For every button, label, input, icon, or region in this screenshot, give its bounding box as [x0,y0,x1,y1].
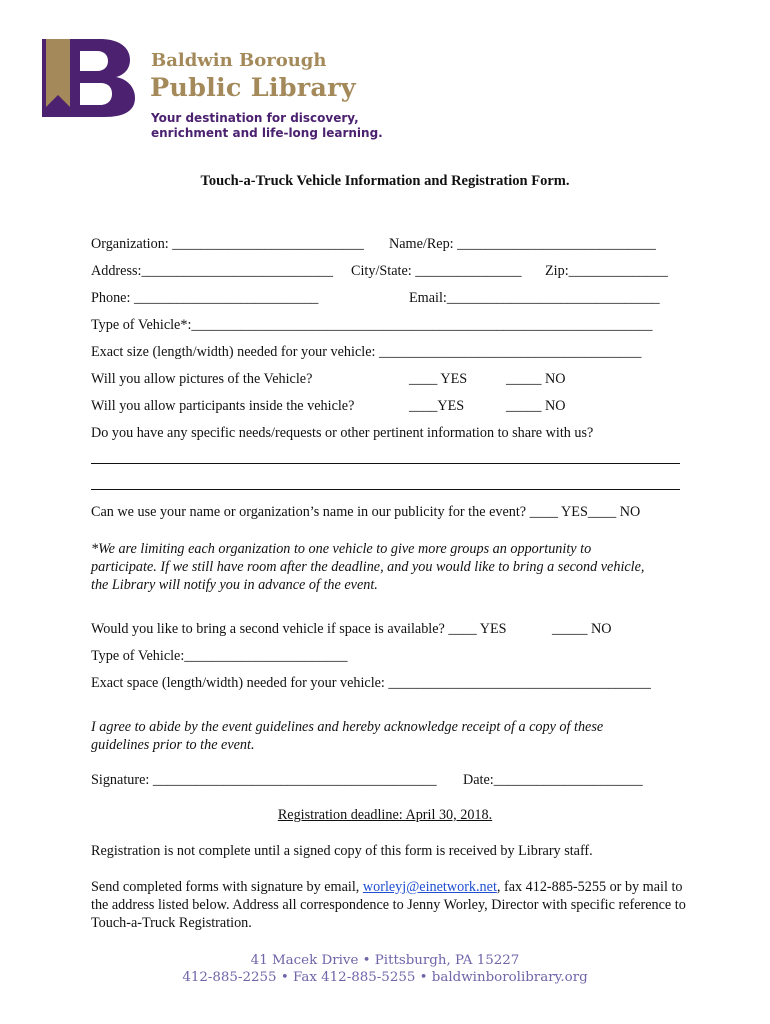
form-title: Touch-a-Truck Vehicle Information and Registration Form. [200,173,570,189]
send-instructions-pre: Send completed forms with signature by email, [91,879,363,895]
needs-answer-line-2[interactable] [91,489,680,490]
pictures-yes-option[interactable]: ____ YES [409,371,468,387]
address-field[interactable]: Address:___________________________ [91,263,333,279]
city-state-field[interactable]: City/State: _______________ [351,263,522,279]
signature-field[interactable]: Signature: ________________________________________ [91,772,437,788]
zip-field[interactable]: Zip:______________ [545,263,668,279]
pictures-no-option[interactable]: _____ NO [506,371,566,387]
library-b-logo-icon [40,37,136,119]
participants-no-option[interactable]: _____ NO [506,398,566,414]
footer-address: 41 Macek Drive • Pittsburgh, PA 15227 [250,953,520,968]
library-tagline-line1: Your destination for discovery, [151,111,359,125]
vehicle-type-field[interactable]: Type of Vehicle*:_________________________________________________________________ [91,317,653,333]
agreement-note: I agree to abide by the event guidelines and hereby acknowledge receipt of a copy of these guidelines prior to the event. [91,719,604,753]
participants-question: Will you allow participants inside the vehicle? [91,398,355,414]
publicity-question[interactable]: Can we use your name or organization’s name in our publicity for the event? ____ YES____ NO [91,504,641,520]
incomplete-note: Registration is not complete until a signed copy of this form is received by Library staff. [91,843,593,859]
second-vehicle-question[interactable]: Would you like to bring a second vehicle if space is available? ____ YES [91,621,507,637]
email-field[interactable]: Email:______________________________ [409,290,660,306]
second-vehicle-type-field[interactable]: Type of Vehicle:_______________________ [91,648,348,664]
pictures-question: Will you allow pictures of the Vehicle? [91,371,313,387]
send-instructions-post: , fax 412-885-5255 or by mail to the address listed below. Address all correspondence to Jenny Worley, Director with specific reference to Touch-a-Truck Registration. [91,879,686,931]
second-vehicle-no-option[interactable]: _____ NO [552,621,612,637]
registration-deadline: Registration deadline: April 30, 2018. [277,807,493,823]
phone-field[interactable]: Phone: __________________________ [91,290,319,306]
send-instructions [91,878,691,932]
vehicle-size-field[interactable]: Exact size (length/width) needed for your vehicle: _____________________________________ [91,344,642,360]
director-email-link[interactable]: worleyj@einetwork.net [362,879,497,895]
library-tagline-line2: enrichment and life-long learning. [151,126,383,140]
needs-question: Do you have any specific needs/requests or other pertinent information to share with us? [91,425,594,441]
date-field[interactable]: Date:_____________________ [463,772,643,788]
library-name-line2: Public Library [150,73,356,103]
vehicle-limit-note: *We are limiting each organization to one vehicle to give more groups an opportunity to participate. If we still have room after the deadline, and you would like to bring a second vehicle, the Library will notify you in advance of the event. [91,541,645,593]
library-name-line1: Baldwin Borough [151,50,327,71]
needs-answer-line-1[interactable] [91,463,680,464]
organization-field[interactable]: Organization: ___________________________ [91,236,364,252]
second-vehicle-space-field[interactable]: Exact space (length/width) needed for your vehicle: _____________________________________ [91,675,651,691]
name-rep-field[interactable]: Name/Rep: ____________________________ [389,236,656,252]
footer-contact: 412-885-2255 • Fax 412-885-5255 • baldwinborolibrary.org [182,970,588,985]
participants-yes-option[interactable]: ____YES [409,398,465,414]
